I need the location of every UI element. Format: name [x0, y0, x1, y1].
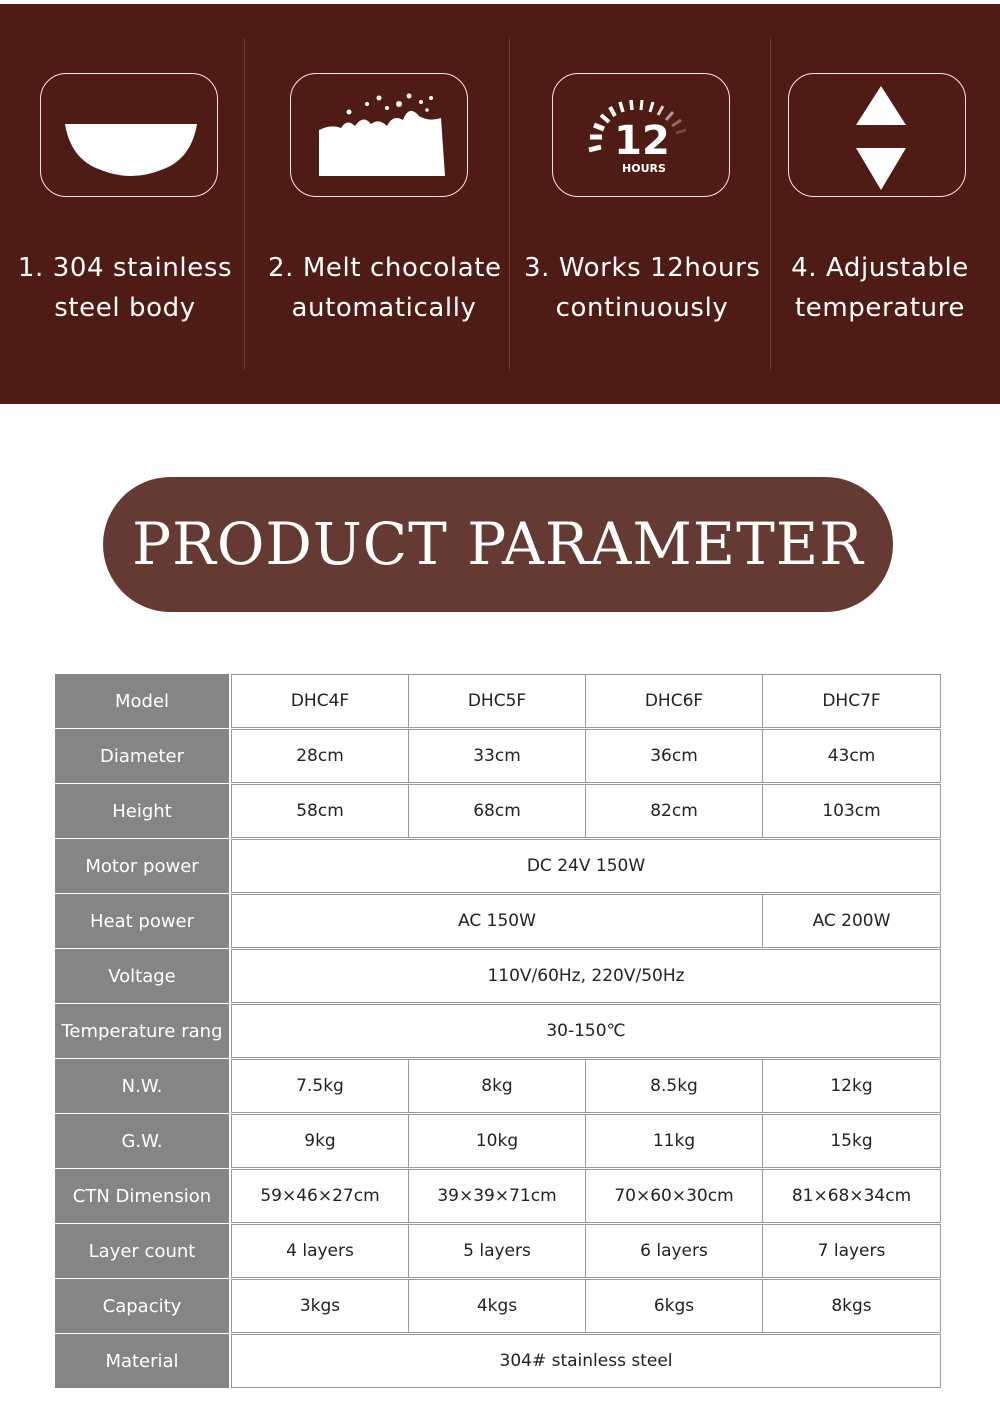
feature-caption-line: 4. Adjustable — [791, 253, 969, 283]
row-label: Material — [55, 1334, 229, 1388]
table-cell: DHC4F — [231, 674, 409, 728]
feature-caption-line: 3. Works 12hours — [524, 253, 761, 283]
row-label: G.W. — [55, 1114, 229, 1168]
icon-frame — [40, 73, 218, 197]
table-cell: 11kg — [585, 1114, 763, 1168]
feature-caption — [780, 248, 980, 328]
table-cell: 58cm — [231, 784, 409, 838]
row-label: Diameter — [55, 729, 229, 783]
table-cell: DHC5F — [408, 674, 586, 728]
table-cell: 43cm — [762, 729, 941, 783]
table-cell: 7 layers — [762, 1224, 941, 1278]
row-label: Voltage — [55, 949, 229, 1003]
icon-frame — [290, 73, 468, 197]
feature-divider — [509, 38, 510, 370]
table-cell: 304# stainless steel — [231, 1334, 941, 1388]
table-cell: 6 layers — [585, 1224, 763, 1278]
icon-frame — [552, 73, 730, 197]
row-label: CTN Dimension — [55, 1169, 229, 1223]
chocolate-splash-icon — [291, 74, 469, 198]
table-cell: 10kg — [408, 1114, 586, 1168]
row-label: Temperature rang — [55, 1004, 229, 1058]
feature-divider — [770, 38, 771, 370]
table-cell: 68cm — [408, 784, 586, 838]
feature-caption-line: temperature — [794, 293, 966, 323]
table-cell: AC 150W — [231, 894, 763, 948]
table-cell: 36cm — [585, 729, 763, 783]
table-cell: DC 24V 150W — [231, 839, 941, 893]
table-cell: 8kg — [408, 1059, 586, 1113]
table-cell: 70×60×30cm — [585, 1169, 763, 1223]
parameter-table — [55, 674, 940, 1389]
table-cell: 28cm — [231, 729, 409, 783]
table-cell: 6kgs — [585, 1279, 763, 1333]
table-cell: 9kg — [231, 1114, 409, 1168]
bowl-icon — [41, 74, 219, 198]
table-cell: DHC6F — [585, 674, 763, 728]
feature-caption-line: 1. 304 stainless — [17, 253, 233, 283]
table-cell: 103cm — [762, 784, 941, 838]
feature-caption-line: steel body — [54, 293, 196, 323]
feature-band — [0, 0, 1000, 404]
feature-caption-line: continuously — [555, 293, 729, 323]
table-cell: 4kgs — [408, 1279, 586, 1333]
table-cell: DHC7F — [762, 674, 941, 728]
table-cell: 81×68×34cm — [762, 1169, 941, 1223]
hours-number: 12 — [614, 118, 670, 164]
table-cell: 110V/60Hz, 220V/50Hz — [231, 949, 941, 1003]
table-cell: 4 layers — [231, 1224, 409, 1278]
table-cell: 33cm — [408, 729, 586, 783]
feature-caption — [524, 248, 760, 328]
row-label: Model — [55, 674, 229, 728]
feature-divider — [244, 38, 245, 370]
table-cell: 59×46×27cm — [231, 1169, 409, 1223]
heading-pill — [103, 477, 893, 612]
feature-caption-line: 2. Melt chocolate — [268, 253, 502, 283]
feature-caption — [268, 248, 500, 328]
table-cell: 8kgs — [762, 1279, 941, 1333]
twelve-hours-icon — [553, 74, 731, 198]
table-cell: 3kgs — [231, 1279, 409, 1333]
row-label: Height — [55, 784, 229, 838]
table-cell: 39×39×71cm — [408, 1169, 586, 1223]
table-cell: 15kg — [762, 1114, 941, 1168]
table-cell: 12kg — [762, 1059, 941, 1113]
table-cell: 7.5kg — [231, 1059, 409, 1113]
page-title: PRODUCT PARAMETER — [132, 510, 864, 578]
table-cell: AC 200W — [762, 894, 941, 948]
table-cell: 5 layers — [408, 1224, 586, 1278]
table-cell: 30-150℃ — [231, 1004, 941, 1058]
table-cell: 82cm — [585, 784, 763, 838]
row-label: Capacity — [55, 1279, 229, 1333]
band-top-line — [0, 0, 1000, 4]
arrow-up-icon — [856, 86, 906, 125]
feature-caption — [10, 248, 240, 328]
icon-frame — [788, 73, 966, 197]
hours-unit: HOURS — [622, 162, 666, 175]
row-label: N.W. — [55, 1059, 229, 1113]
row-label: Motor power — [55, 839, 229, 893]
table-cell: 8.5kg — [585, 1059, 763, 1113]
row-label: Heat power — [55, 894, 229, 948]
arrow-down-icon — [856, 148, 906, 190]
up-down-arrows-icon — [789, 74, 967, 198]
row-label: Layer count — [55, 1224, 229, 1278]
feature-caption-line: automatically — [291, 293, 477, 323]
